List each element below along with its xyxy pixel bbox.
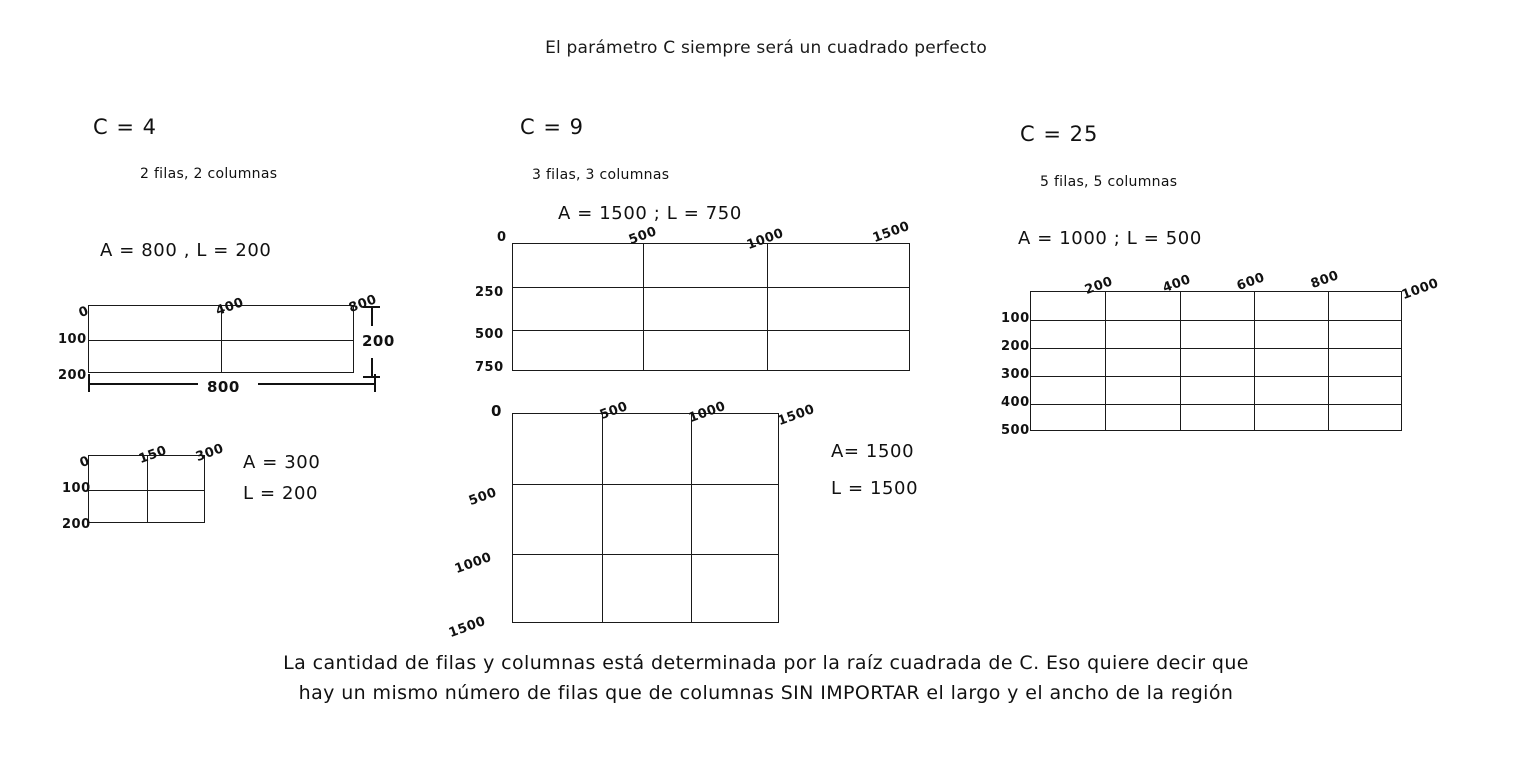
grid-vline xyxy=(1105,292,1106,430)
tick-x-0: 0 xyxy=(76,303,91,321)
grid-hline xyxy=(1031,320,1401,321)
tick-y-2: 200 xyxy=(58,368,87,383)
tick-y-2: 200 xyxy=(62,517,91,532)
tick-x-3: 1500 xyxy=(870,218,912,246)
tick-x-2: 1000 xyxy=(744,225,786,253)
tick-x-3: 600 xyxy=(1234,270,1267,294)
height-brace-cap-top xyxy=(363,306,380,308)
dim-note-l-c4-fig2: L = 200 xyxy=(243,483,319,504)
tick-x-2: 300 xyxy=(193,441,226,465)
page-title: El parámetro C siempre será un cuadrado perfecto xyxy=(545,38,987,58)
grid-c9-fig2 xyxy=(512,413,779,623)
tick-x-1: 500 xyxy=(626,224,659,248)
tick-x-0: 0 xyxy=(497,230,507,245)
case-label-c4: C = 4 xyxy=(93,115,157,139)
dim-note-c25: A = 1000 ; L = 500 xyxy=(1018,228,1202,249)
tick-x-3: 1500 xyxy=(775,401,817,429)
grid-vline xyxy=(602,414,603,622)
dim-note-c4-fig1: A = 800 , L = 200 xyxy=(100,240,272,261)
grid-vline xyxy=(691,414,692,622)
tick-y-2: 200 xyxy=(1001,339,1030,354)
dim-note-c9-fig1: A = 1500 ; L = 750 xyxy=(558,203,742,224)
dim-note-a-c4-fig2: A = 300 xyxy=(243,452,321,473)
tick-x-2: 400 xyxy=(1160,272,1193,296)
dim-note-a-c9-fig2: A= 1500 xyxy=(831,441,915,462)
width-brace-cap-left xyxy=(88,374,90,392)
grid-vline xyxy=(147,456,148,522)
tick-y-2: 1000 xyxy=(452,549,494,577)
tick-y-1: 100 xyxy=(58,332,87,347)
case-sub-c4: 2 filas, 2 columnas xyxy=(140,166,278,182)
height-label: 200 xyxy=(362,332,395,350)
grid-hline xyxy=(513,330,909,331)
case-label-c25: C = 25 xyxy=(1020,122,1099,146)
grid-vline xyxy=(643,244,644,370)
tick-y-4: 400 xyxy=(1001,395,1030,410)
tick-x-1: 150 xyxy=(136,443,169,467)
grid-c25 xyxy=(1030,291,1402,431)
grid-hline xyxy=(1031,404,1401,405)
tick-x-1: 500 xyxy=(597,399,630,423)
height-brace-cap-bottom xyxy=(363,376,380,378)
grid-vline xyxy=(1328,292,1329,430)
tick-x-2: 1000 xyxy=(686,398,728,426)
width-label: 800 xyxy=(207,378,240,396)
tick-y-2: 500 xyxy=(475,327,504,342)
footer-line-1: La cantidad de filas y columnas está determinada por la raíz cuadrada de C. Eso quiere decir que xyxy=(283,652,1249,674)
tick-y-5: 500 xyxy=(1001,423,1030,438)
case-sub-c25: 5 filas, 5 columnas xyxy=(1040,174,1178,190)
dim-note-l-c9-fig2: L = 1500 xyxy=(831,478,919,499)
case-label-c9: C = 9 xyxy=(520,115,584,139)
tick-y-3: 300 xyxy=(1001,367,1030,382)
grid-vline xyxy=(1180,292,1181,430)
grid-hline xyxy=(1031,348,1401,349)
grid-hline xyxy=(1031,376,1401,377)
case-sub-c9: 3 filas, 3 columnas xyxy=(532,167,670,183)
grid-vline xyxy=(1254,292,1255,430)
tick-y-1: 250 xyxy=(475,285,504,300)
grid-hline xyxy=(89,340,353,341)
footer-line-2: hay un mismo número de filas que de columnas SIN IMPORTAR el largo y el ancho de la región xyxy=(298,682,1234,704)
grid-vline xyxy=(767,244,768,370)
tick-x-0: 0 xyxy=(491,402,502,420)
tick-x-4: 800 xyxy=(1308,268,1341,292)
grid-hline xyxy=(513,484,778,485)
tick-y-1: 500 xyxy=(466,485,499,509)
tick-x-5: 1000 xyxy=(1399,275,1441,303)
tick-y-3: 750 xyxy=(475,360,504,375)
tick-y-1: 100 xyxy=(62,481,91,496)
grid-hline xyxy=(513,554,778,555)
grid-hline xyxy=(513,287,909,288)
tick-x-1: 200 xyxy=(1082,274,1115,298)
tick-x-2: 800 xyxy=(346,292,379,316)
tick-x-0: 0 xyxy=(77,453,92,471)
grid-c9-fig1 xyxy=(512,243,910,371)
tick-y-3: 1500 xyxy=(446,613,488,641)
grid-hline xyxy=(89,490,204,491)
tick-x-1: 400 xyxy=(213,295,246,319)
tick-y-1: 100 xyxy=(1001,311,1030,326)
